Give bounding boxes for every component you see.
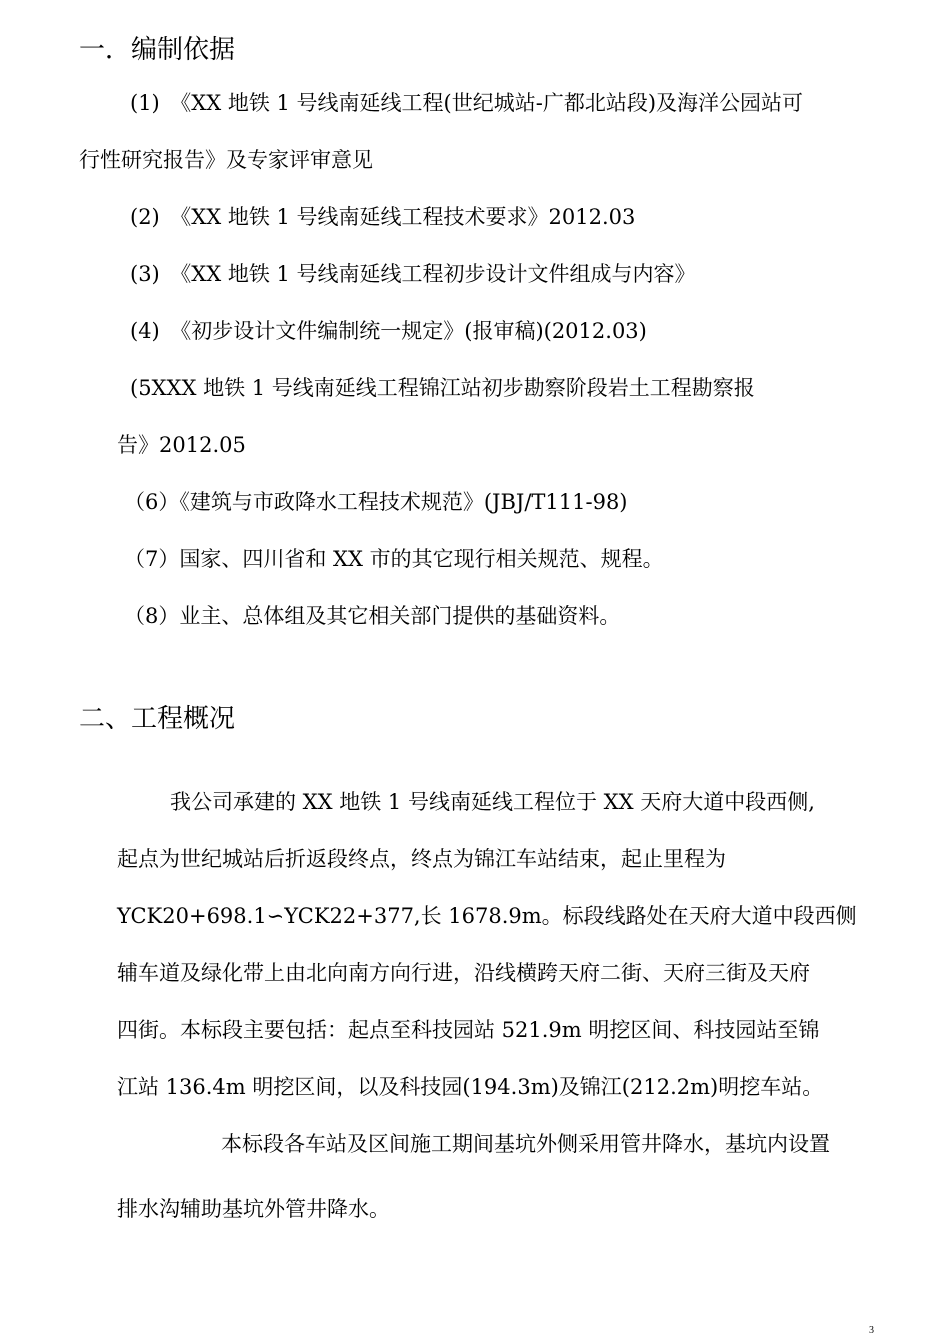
basis-item-4: (4) 《初步设计文件编制统一规定》(报审稿)(2012.03) bbox=[130, 319, 647, 343]
page-number: 3 bbox=[869, 1325, 874, 1336]
basis-item-8: （8）业主、总体组及其它相关部门提供的基础资料。 bbox=[124, 604, 621, 628]
basis-item-3: (3) 《XX 地铁 1 号线南延线工程初步设计文件组成与内容》 bbox=[130, 262, 696, 286]
overview-paragraph-2-line-1: 本标段各车站及区间施工期间基坑外侧采用管井降水，基坑内设置 bbox=[221, 1132, 830, 1156]
basis-item-1-line-2: 行性研究报告》及专家评审意见 bbox=[79, 148, 373, 172]
overview-paragraph-1-line-5: 四街。本标段主要包括：起点至科技园站 521.9m 明挖区间、科技园站至锦 bbox=[117, 1018, 820, 1042]
overview-paragraph-1-line-4: 辅车道及绿化带上由北向南方向行进，沿线横跨天府二街、天府三街及天府 bbox=[117, 961, 810, 985]
basis-item-5-line-2: 告》2012.05 bbox=[117, 433, 246, 457]
overview-paragraph-1-line-3: YCK20+698.1∽YCK22+377,长 1678.9m。标段线路处在天府大道中段西侧 bbox=[117, 904, 857, 928]
section-heading-overview: 二、工程概况 bbox=[79, 704, 236, 734]
overview-paragraph-2-line-2: 排水沟辅助基坑外管井降水。 bbox=[117, 1197, 390, 1221]
overview-paragraph-1-line-2: 起点为世纪城站后折返段终点，终点为锦江车站结束，起止里程为 bbox=[117, 847, 726, 871]
section-heading-basis: 一．编制依据 bbox=[79, 35, 236, 65]
basis-item-5-line-1: (5XXX 地铁 1 号线南延线工程锦江站初步勘察阶段岩土工程勘察报 bbox=[130, 376, 755, 400]
basis-item-6: （6）《建筑与市政降水工程技术规范》(JBJ/T111-98) bbox=[124, 490, 628, 514]
basis-item-2: (2) 《XX 地铁 1 号线南延线工程技术要求》2012.03 bbox=[130, 205, 636, 229]
overview-paragraph-1-line-1: 我公司承建的 XX 地铁 1 号线南延线工程位于 XX 天府大道中段西侧, bbox=[170, 790, 815, 814]
basis-item-1-line-1: (1) 《XX 地铁 1 号线南延线工程(世纪城站-广都北站段)及海洋公园站可 bbox=[130, 91, 804, 115]
basis-item-7: （7）国家、四川省和 XX 市的其它现行相关规范、规程。 bbox=[124, 547, 664, 571]
overview-paragraph-1-line-6: 江站 136.4m 明挖区间，以及科技园(194.3m)及锦江(212.2m)明挖车站。 bbox=[117, 1075, 824, 1099]
